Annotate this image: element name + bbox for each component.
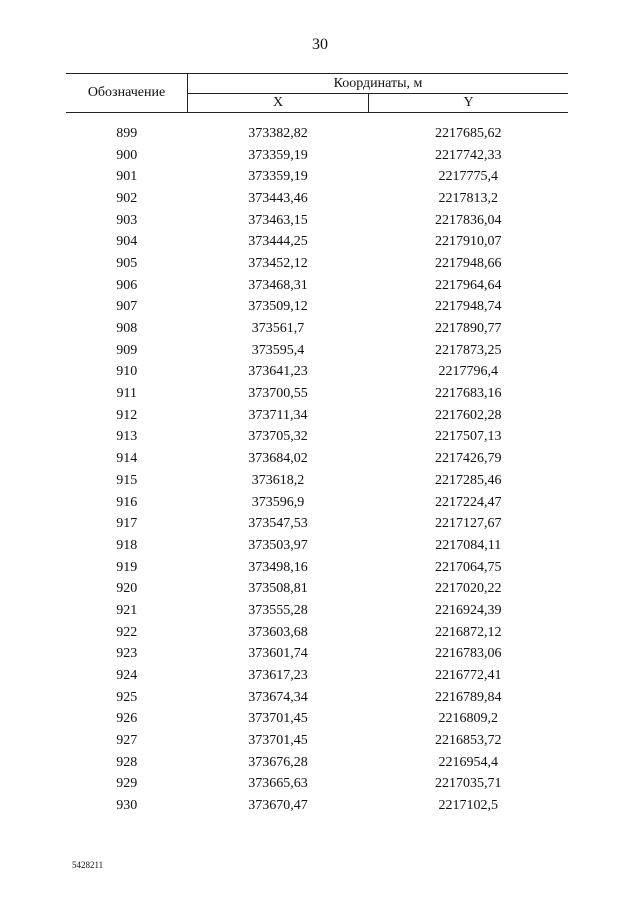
table-row <box>66 709 568 731</box>
y-coordinate: 2217742,33 <box>435 147 502 163</box>
table-row <box>66 123 568 145</box>
x-coordinate: 373595,4 <box>251 342 305 358</box>
x-coordinate: 373382,82 <box>248 125 308 141</box>
x-coordinate: 373603,68 <box>248 624 308 640</box>
x-coordinate: 373701,45 <box>248 733 308 749</box>
table-row <box>66 492 568 514</box>
table-row <box>66 644 568 666</box>
y-coordinate: 2217102,5 <box>438 798 498 814</box>
x-coordinate: 373617,23 <box>248 668 308 684</box>
x-coordinate: 373674,34 <box>248 689 308 705</box>
point-designation: 905 <box>116 255 138 271</box>
point-designation: 913 <box>116 429 138 445</box>
header-coordinates: Координаты, м <box>188 74 569 94</box>
table-row <box>66 578 568 600</box>
y-coordinate: 2216954,4 <box>438 754 498 770</box>
y-coordinate: 2217796,4 <box>438 364 498 380</box>
point-designation: 916 <box>116 494 138 510</box>
table-row <box>66 210 568 232</box>
point-designation: 912 <box>116 407 138 423</box>
y-coordinate: 2216772,41 <box>435 668 502 684</box>
point-designation: 906 <box>116 277 138 293</box>
table-row <box>66 188 568 210</box>
y-coordinate: 2217910,07 <box>435 234 502 250</box>
point-designation: 924 <box>116 668 138 684</box>
point-designation: 915 <box>116 472 138 488</box>
table-header <box>66 74 568 113</box>
point-designation: 918 <box>116 537 138 553</box>
x-coordinate: 373547,53 <box>248 516 308 532</box>
table-row <box>66 795 568 817</box>
header-row-top <box>66 74 568 94</box>
point-designation: 911 <box>116 386 137 402</box>
table-row <box>66 622 568 644</box>
table-row <box>66 774 568 796</box>
x-coordinate: 373665,63 <box>248 776 308 792</box>
table-row <box>66 600 568 622</box>
point-designation: 927 <box>116 733 138 749</box>
table-row <box>66 448 568 470</box>
x-coordinate: 373561,7 <box>251 321 305 337</box>
point-designation: 902 <box>116 190 138 206</box>
x-coordinate: 373508,81 <box>248 581 308 597</box>
y-coordinate: 2217685,62 <box>435 125 502 141</box>
point-designation: 930 <box>116 798 138 814</box>
y-coordinate: 2216924,39 <box>435 602 502 618</box>
table-row <box>66 665 568 687</box>
x-coordinate: 373452,12 <box>248 255 308 271</box>
x-coordinate: 373443,46 <box>248 190 308 206</box>
table-row <box>66 297 568 319</box>
x-coordinate: 373618,2 <box>251 472 305 488</box>
x-coordinate: 373701,45 <box>248 711 308 727</box>
y-coordinate: 2217224,47 <box>435 494 502 510</box>
y-coordinate: 2217873,25 <box>435 342 502 358</box>
point-designation: 923 <box>116 646 138 662</box>
y-coordinate: 2217127,67 <box>435 516 502 532</box>
point-designation: 922 <box>116 624 138 640</box>
y-coordinate: 2217602,28 <box>435 407 502 423</box>
point-designation: 903 <box>116 212 138 228</box>
point-designation: 910 <box>116 364 138 380</box>
y-coordinate: 2216872,12 <box>435 624 502 640</box>
x-coordinate: 373596,9 <box>251 494 305 510</box>
y-coordinate: 2217964,64 <box>435 277 502 293</box>
table-row <box>66 557 568 579</box>
y-coordinate: 2217683,16 <box>435 386 502 402</box>
document-code: 5428211 <box>72 860 104 870</box>
y-coordinate: 2217507,13 <box>435 429 502 445</box>
table-row <box>66 231 568 253</box>
table-row <box>66 318 568 340</box>
table-row <box>66 730 568 752</box>
y-coordinate: 2217775,4 <box>438 169 498 185</box>
point-designation: 908 <box>116 321 138 337</box>
x-coordinate: 373468,31 <box>248 277 308 293</box>
y-coordinate: 2217426,79 <box>435 451 502 467</box>
x-coordinate: 373705,32 <box>248 429 308 445</box>
table-row <box>66 427 568 449</box>
x-coordinate: 373700,55 <box>248 386 308 402</box>
y-coordinate: 2217035,71 <box>435 776 502 792</box>
x-coordinate: 373670,47 <box>248 798 308 814</box>
coordinates-table <box>66 73 568 817</box>
x-coordinate: 373509,12 <box>248 299 308 315</box>
table-row <box>66 275 568 297</box>
point-designation: 900 <box>116 147 138 163</box>
table-row <box>66 340 568 362</box>
table-row <box>66 687 568 709</box>
point-designation: 901 <box>116 169 138 185</box>
y-coordinate: 2216809,2 <box>438 711 498 727</box>
x-coordinate: 373641,23 <box>248 364 308 380</box>
point-designation: 909 <box>116 342 138 358</box>
x-coordinate: 373444,25 <box>248 234 308 250</box>
x-coordinate: 373676,28 <box>248 754 308 770</box>
x-coordinate: 373359,19 <box>248 147 308 163</box>
x-coordinate: 373555,28 <box>248 602 308 618</box>
y-coordinate: 2217285,46 <box>435 472 502 488</box>
point-designation: 919 <box>116 559 138 575</box>
table-row <box>66 383 568 405</box>
point-designation: 920 <box>116 581 138 597</box>
table-row <box>66 253 568 275</box>
point-designation: 914 <box>116 451 138 467</box>
point-designation: 925 <box>116 689 138 705</box>
table-row <box>66 752 568 774</box>
y-coordinate: 2217064,75 <box>435 559 502 575</box>
y-coordinate: 2217020,22 <box>435 581 502 597</box>
y-coordinate: 2216783,06 <box>435 646 502 662</box>
table-row <box>66 166 568 188</box>
x-coordinate: 373684,02 <box>248 451 308 467</box>
y-coordinate: 2217948,74 <box>435 299 502 315</box>
table-row <box>66 405 568 427</box>
table-row <box>66 145 568 167</box>
page-number: 30 <box>312 36 328 53</box>
x-coordinate: 373359,19 <box>248 169 308 185</box>
table-body <box>66 123 568 817</box>
x-coordinate: 373711,34 <box>248 407 308 423</box>
x-coordinate: 373601,74 <box>248 646 308 662</box>
header-spacer <box>66 113 568 124</box>
point-designation: 928 <box>116 754 138 770</box>
point-designation: 929 <box>116 776 138 792</box>
point-designation: 926 <box>116 711 138 727</box>
y-coordinate: 2217813,2 <box>438 190 498 206</box>
x-coordinate: 373503,97 <box>248 537 308 553</box>
table-row <box>66 535 568 557</box>
header-x: X <box>188 94 369 113</box>
table-row <box>66 470 568 492</box>
table-row <box>66 513 568 535</box>
y-coordinate: 2216853,72 <box>435 733 502 749</box>
y-coordinate: 2216789,84 <box>435 689 502 705</box>
y-coordinate: 2217836,04 <box>435 212 502 228</box>
table-row <box>66 362 568 384</box>
x-coordinate: 373498,16 <box>248 559 308 575</box>
y-coordinate: 2217890,77 <box>435 321 502 337</box>
y-coordinate: 2217084,11 <box>435 537 502 553</box>
point-designation: 904 <box>116 234 138 250</box>
y-coordinate: 2217948,66 <box>435 255 502 271</box>
point-designation: 921 <box>116 602 138 618</box>
point-designation: 917 <box>116 516 138 532</box>
x-coordinate: 373463,15 <box>248 212 308 228</box>
header-designation: Обозначение <box>66 74 188 113</box>
point-designation: 907 <box>116 299 138 315</box>
header-y: Y <box>369 94 569 113</box>
point-designation: 899 <box>116 125 138 141</box>
